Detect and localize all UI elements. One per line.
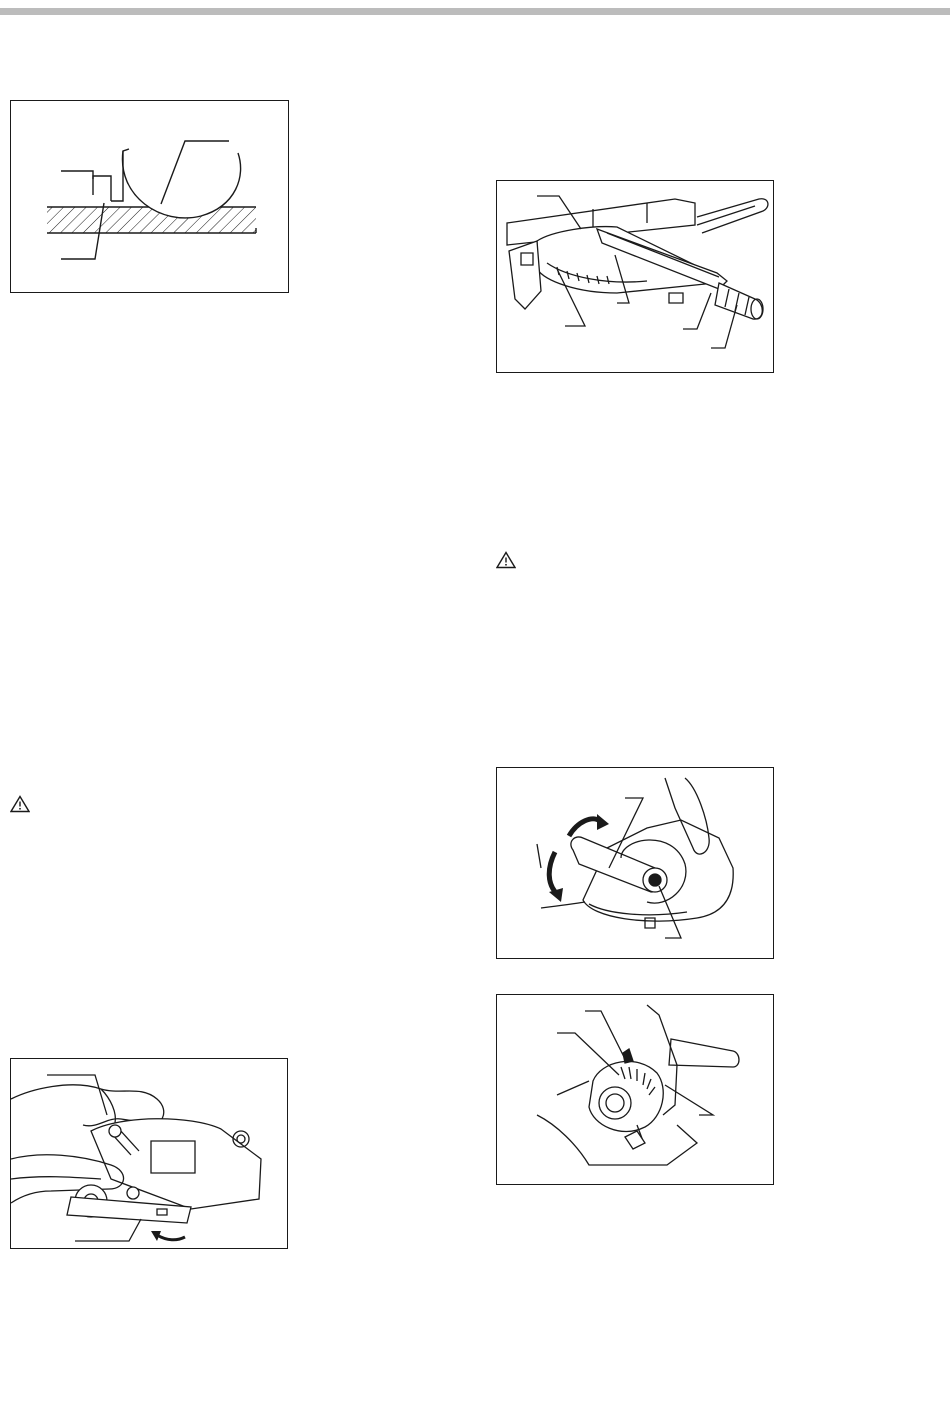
figure-turn-base bbox=[496, 180, 774, 373]
figure-bevel-scale bbox=[496, 994, 774, 1185]
figure-bevel-lever bbox=[496, 767, 774, 959]
figure-blade-wrench bbox=[10, 1058, 288, 1249]
warning-triangle-icon bbox=[496, 551, 516, 569]
page-header-bar bbox=[0, 8, 950, 15]
warning-triangle-icon bbox=[10, 795, 30, 813]
figure-blade-depth bbox=[10, 100, 289, 293]
